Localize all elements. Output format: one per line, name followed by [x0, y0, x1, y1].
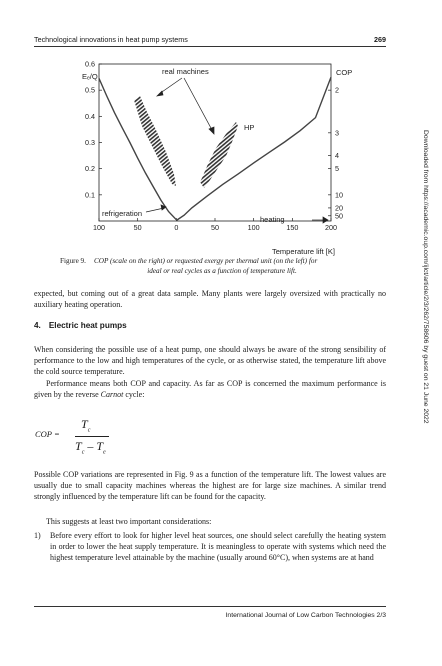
x-tick-label: 150 [286, 223, 299, 232]
figure-caption [60, 256, 384, 276]
footer-rule [34, 606, 386, 607]
figure-label: Figure 9. [60, 257, 86, 265]
arrow-refrigeration [146, 208, 164, 212]
download-sidebar [420, 130, 430, 490]
arrow-real-machines-right [184, 78, 212, 130]
section-number: 4. [34, 321, 41, 330]
p3-start: Performance means both COP and capacity. As far as COP is concerned the maximum performance is given by the reverse [34, 379, 386, 400]
x-tick-label: 100 [93, 223, 105, 232]
hatched-region-refrigeration [134, 96, 176, 186]
x-tick-label: 0 [174, 223, 179, 232]
paragraph-heat-pump-use: When considering the possible use of a heat pump, one should always be aware of the strong sensibility of performance to the low and high temperatures of the cycle, or as otherwise stated, the temperature lift above the cold source temperature. [34, 345, 386, 377]
numerator-sub: c [87, 427, 91, 434]
arrowhead-left [157, 91, 163, 96]
annotation-real-machines: real machines [162, 67, 209, 76]
x-tick-label: 100 [247, 223, 260, 232]
paragraph-cop-variations: Possible COP variations are represented in Fig. 9 as a function of the temperature lift. The lowest values are usually due to small capacity machines whereas the highest are for large size machines. A similar trend strongly influenced by the temperature lift can be found for the capacity. [34, 470, 386, 502]
denominator-sub2: e [103, 449, 106, 456]
paragraph-considerations: This suggests at least two important considerations: [46, 517, 212, 526]
figure-9-chart [34, 56, 386, 256]
paragraph-performance [34, 378, 386, 400]
y-left-tick-label: 0.1 [85, 190, 95, 200]
y-left-tick-label: 0.2 [85, 164, 95, 174]
y-right-tick-label: 5 [335, 164, 339, 174]
numerator-t: T [81, 417, 88, 431]
y-right-tick-label: 2 [335, 85, 339, 95]
section-heading [34, 321, 127, 330]
p3-carnot: Carnot [100, 390, 124, 400]
equation-lhs: COP = [35, 429, 60, 439]
x-axis-label: Temperature lift [K] [272, 247, 335, 256]
paragraph-continuation: expected, but coming out of a great data sample. Many plants were largely oversized with practically no auxiliary heating operation. [34, 289, 386, 310]
arrowhead-right [209, 127, 214, 134]
denominator-t2: T [96, 439, 104, 453]
annotation-refrigeration: refrigeration [102, 209, 143, 218]
denominator-minus: – [84, 439, 97, 453]
denominator-sub1: c [81, 449, 85, 456]
x-tick-label: 50 [211, 223, 219, 232]
running-header [34, 33, 386, 47]
plot-frame [99, 64, 331, 221]
x-tick-label: 200 [325, 223, 337, 232]
journal-name: International Journal of Low Carbon Technologies 2/3 [225, 612, 386, 619]
p3-end: cycle: [123, 390, 145, 400]
page-number: 269 [374, 35, 386, 44]
list-item-text: Before every effort to look for higher level heat sources, one should select carefully the heating system in order to lower the heat supply temperature. It is meaningless to operate with systems which need the highest temperature level attainable by the machine (usually around 60°C), when systems are at hand [50, 531, 386, 563]
caption-line-1: COP (scale on the right) or requested exergy per thermal unit (on the left) for [93, 257, 318, 265]
equation-numerator [81, 417, 90, 433]
running-title: Technological innovations in heat pump systems [34, 35, 188, 44]
left-axis-label: Eₑ/Q [82, 72, 98, 81]
series-line-heating [176, 77, 331, 220]
cop-equation [35, 414, 155, 458]
list-item-label: 1) [34, 531, 41, 540]
annotation-heating: heating [260, 215, 285, 224]
y-left-tick-label: 0.4 [85, 111, 95, 121]
y-right-tick-label: 3 [335, 128, 339, 138]
y-right-tick-label: 50 [335, 211, 343, 221]
download-note: Downloaded from https://academic.oup.com/ijlct/article/2/3/262/758606 by guest on 21 June 2022 [422, 130, 429, 424]
y-right-tick-label: 10 [335, 190, 343, 200]
y-left-tick-label: 0.5 [85, 85, 95, 95]
denominator-t1: T [75, 439, 82, 453]
header-rule [34, 46, 386, 47]
y-left-tick-label: 0.3 [85, 138, 95, 147]
equation-denominator [75, 439, 106, 455]
caption-line-2: ideal or real cycles as a function of temperature lift. [147, 267, 297, 275]
fraction-bar [75, 436, 109, 437]
annotation-hp: HP [244, 123, 255, 132]
section-title: Electric heat pumps [48, 321, 127, 330]
right-axis-label: COP [336, 68, 353, 77]
y-right-tick-label: 4 [335, 151, 339, 161]
y-right-tick-label: 20 [335, 203, 343, 213]
y-left-tick-label: 0.6 [85, 59, 95, 69]
x-tick-label: 50 [133, 223, 142, 232]
page-footer [34, 606, 386, 626]
